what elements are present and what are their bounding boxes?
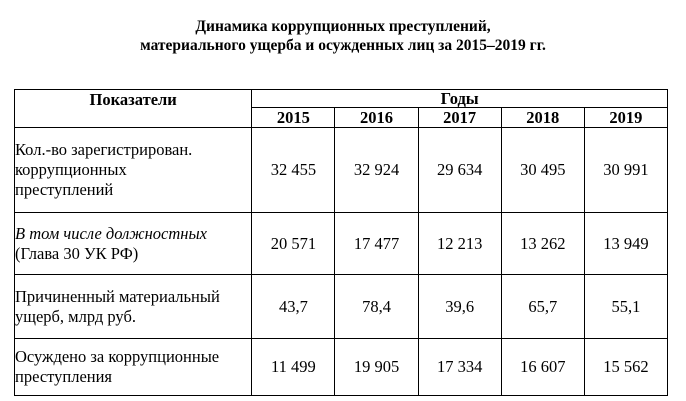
row-label-line: преступлений <box>15 180 114 199</box>
table-cell: 13 262 <box>501 213 584 275</box>
table-cell: 12 213 <box>418 213 501 275</box>
table-cell: 17 477 <box>335 213 418 275</box>
table-cell: 15 562 <box>584 339 667 396</box>
table-row-material-damage <box>15 275 668 339</box>
table-cell: 16 607 <box>501 339 584 396</box>
table-row-official-crimes <box>15 213 668 275</box>
year-header: 2015 <box>252 108 335 128</box>
row-label-line: (Глава 30 УК РФ) <box>15 243 139 263</box>
row-label <box>15 339 252 396</box>
table-row-convicted <box>15 339 668 396</box>
table-cell: 43,7 <box>252 275 335 339</box>
row-label-line: преступления <box>15 367 113 386</box>
table-cell: 32 455 <box>252 128 335 213</box>
statistics-table <box>14 89 668 396</box>
year-header: 2018 <box>501 108 584 128</box>
table-cell: 78,4 <box>335 275 418 339</box>
table-row-registered-crimes <box>15 128 668 213</box>
document-title <box>0 17 686 55</box>
table-cell: 39,6 <box>418 275 501 339</box>
table-cell: 19 905 <box>335 339 418 396</box>
table-cell: 11 499 <box>252 339 335 396</box>
indicator-header: Показатели <box>15 90 252 128</box>
row-label-line: Осуждено за коррупционные <box>15 347 220 366</box>
row-label-line: В том числе должностных <box>15 223 207 243</box>
table-cell: 30 991 <box>584 128 667 213</box>
title-line-2: материального ущерба и осужденных лиц за 2015–2019 гг. <box>140 37 546 54</box>
row-label <box>15 128 252 213</box>
year-header: 2016 <box>335 108 418 128</box>
table-cell: 13 949 <box>584 213 667 275</box>
table-cell: 65,7 <box>501 275 584 339</box>
row-label-line: Причиненный материальный <box>15 286 220 306</box>
years-header: Годы <box>252 90 668 108</box>
title-line-1: Динамика коррупционных преступлений, <box>195 18 491 35</box>
row-label-line: ущерб, млрд руб. <box>15 306 136 326</box>
table-cell: 55,1 <box>584 275 667 339</box>
row-label <box>15 275 252 339</box>
row-label-line: коррупционных <box>15 160 127 179</box>
row-label-line: Кол.-во зарегистрирован. <box>15 140 193 159</box>
row-label <box>15 213 252 275</box>
table-cell: 32 924 <box>335 128 418 213</box>
year-header: 2017 <box>418 108 501 128</box>
year-header: 2019 <box>584 108 667 128</box>
table-cell: 20 571 <box>252 213 335 275</box>
table-cell: 30 495 <box>501 128 584 213</box>
table-cell: 17 334 <box>418 339 501 396</box>
table-cell: 29 634 <box>418 128 501 213</box>
